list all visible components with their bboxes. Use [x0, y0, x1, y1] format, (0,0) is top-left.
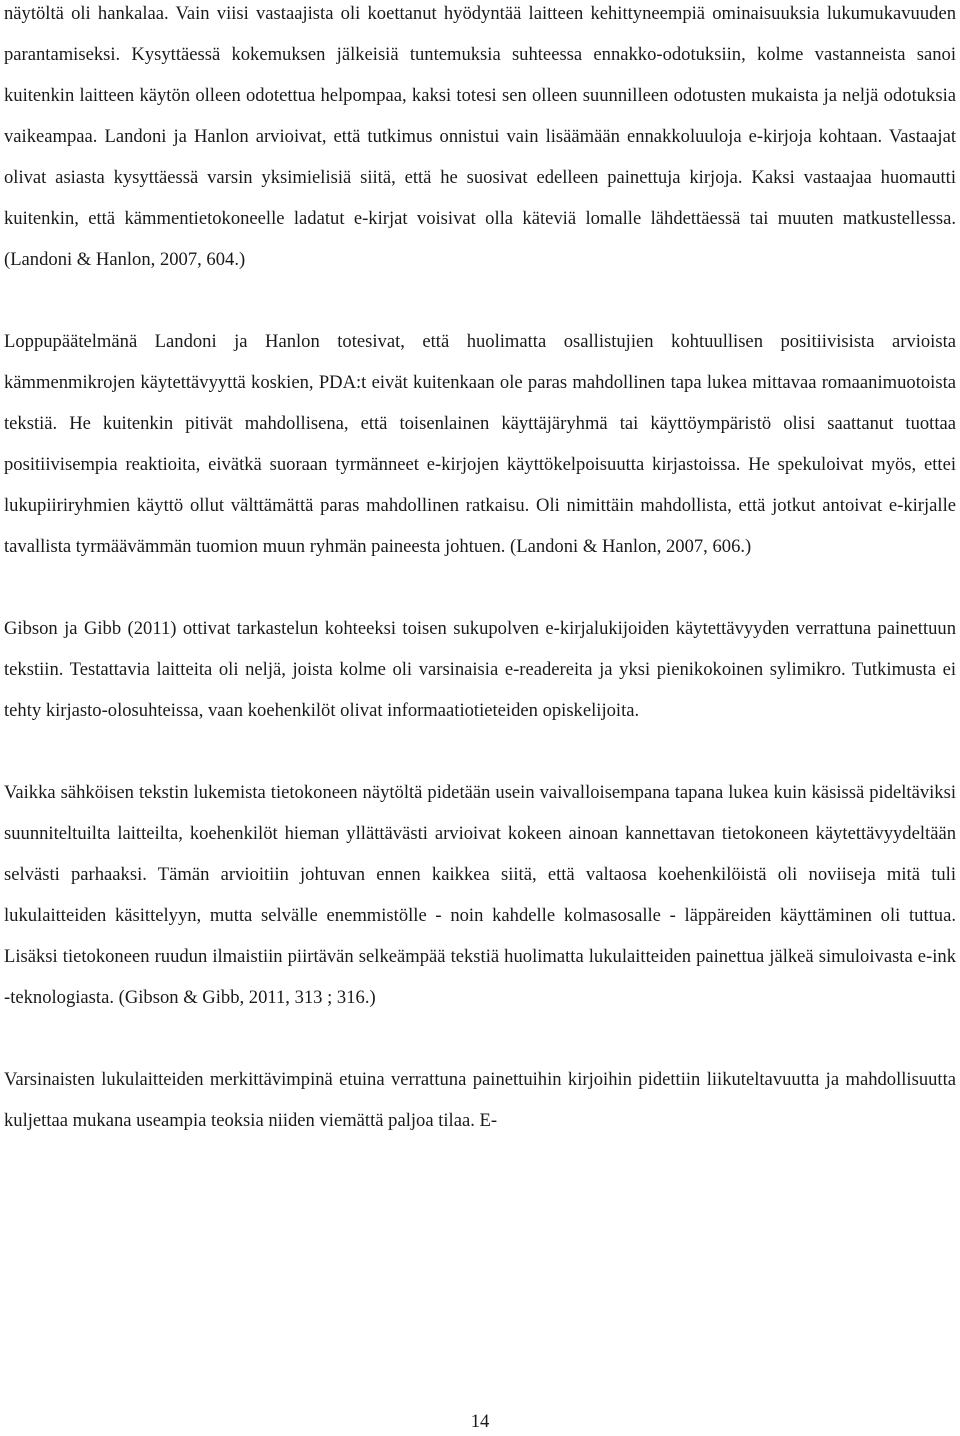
page-number: 14	[470, 1411, 490, 1432]
paragraph-4: Vaikka sähköisen tekstin lukemista tietokoneen näytöltä pidetään usein vaivalloisempana tapana lukea kuin käsissä pideltäviksi suunniteltuilta laitteilta, koehenkilöt hieman yllättävästi arvioivat kokeen ainoan kannettavan tietokoneen käytettävyydeltään selvästi parhaaksi. Tämän arvioitiin johtuvan ennen kaikkea siitä, että valtaosa koehenkilöistä oli noviiseja mitä tuli lukulaitteiden käsittelyyn, mutta selvälle enemmistölle - noin kahdelle kolmasosalle - läppäreiden käyttäminen oli tuttua. Lisäksi tietokoneen ruudun ilmaistiin piirtävän selkeämpää tekstiä huolimatta lukulaitteiden painettua jälkeä simuloivasta e-ink -teknologiasta. (Gibson & Gibb, 2011, 313 ; 316.)	[4, 782, 956, 1008]
page-body	[4, 0, 956, 1141]
paragraph-3: Gibson ja Gibb (2011) ottivat tarkastelun kohteeksi toisen sukupolven e-kirjalukijoiden käytettävyyden verrattuna painettuun tekstiin. Testattavia laitteita oli neljä, joista kolme oli varsinaisia e-readereita ja yksi pienikokoinen sylimikro. Tutkimusta ei tehty kirjasto-olosuhteissa, vaan koehenkilöt olivat informaatiotieteiden opiskelijoita.	[4, 618, 956, 721]
paragraph-2: Loppupäätelmänä Landoni ja Hanlon totesivat, että huolimatta osallistujien kohtuullisen positiivisista arvioista kämmenmikrojen käytettävyyttä koskien, PDA:t eivät kuitenkaan ole paras mahdollinen tapa lukea mittavaa romaanimuotoista tekstiä. He kuitenkin pitivät mahdollisena, että toisenlainen käyttäjäryhmä tai käyttöympäristö olisi saattanut tuottaa positiivisempia reaktioita, eivätkä suoraan tyrmänneet e-kirjojen käyttökelpoisuutta kirjastoissa. He spekuloivat myös, ettei lukupiiriryhmien käyttö ollut välttämättä paras mahdollinen ratkaisu. Oli nimittäin mahdollista, että jotkut antoivat e-kirjalle tavallista tyrmäävämmän tuomion muun ryhmän paineesta johtuen. (Landoni & Hanlon, 2007, 606.)	[4, 331, 956, 557]
paragraph-5: Varsinaisten lukulaitteiden merkittävimpinä etuina verrattuna painettuihin kirjoihin pidettiin liikuteltavuutta ja mahdollisuutta kuljettaa mukana useampia teoksia niiden viemättä paljoa tilaa. E-	[4, 1069, 956, 1131]
paragraph-1: näytöltä oli hankalaa. Vain viisi vastaajista oli koettanut hyödyntää laitteen kehittyneempiä ominaisuuksia lukumukavuuden parantamiseksi. Kysyttäessä kokemuksen jälkeisiä tuntemuksia suhteessa ennakko-odotuksiin, kolme vastanneista sanoi kuitenkin laitteen käytön olleen odotettua helpompaa, kaksi totesi sen olleen suunnilleen odotusten mukaista ja neljä odotuksia vaikeampaa. Landoni ja Hanlon arvioivat, että tutkimus onnistui vain lisäämään ennakkoluuloja e-kirjoja kohtaan. Vastaajat olivat asiasta kysyttäessä varsin yksimielisiä siitä, että he suosivat edelleen painettuja kirjoja. Kaksi vastaajaa huomautti kuitenkin, että kämmentietokoneelle ladatut e-kirjat voisivat olla käteviä lomalle lähdettäessä tai muuten matkustellessa. (Landoni & Hanlon, 2007, 604.)	[4, 3, 956, 270]
